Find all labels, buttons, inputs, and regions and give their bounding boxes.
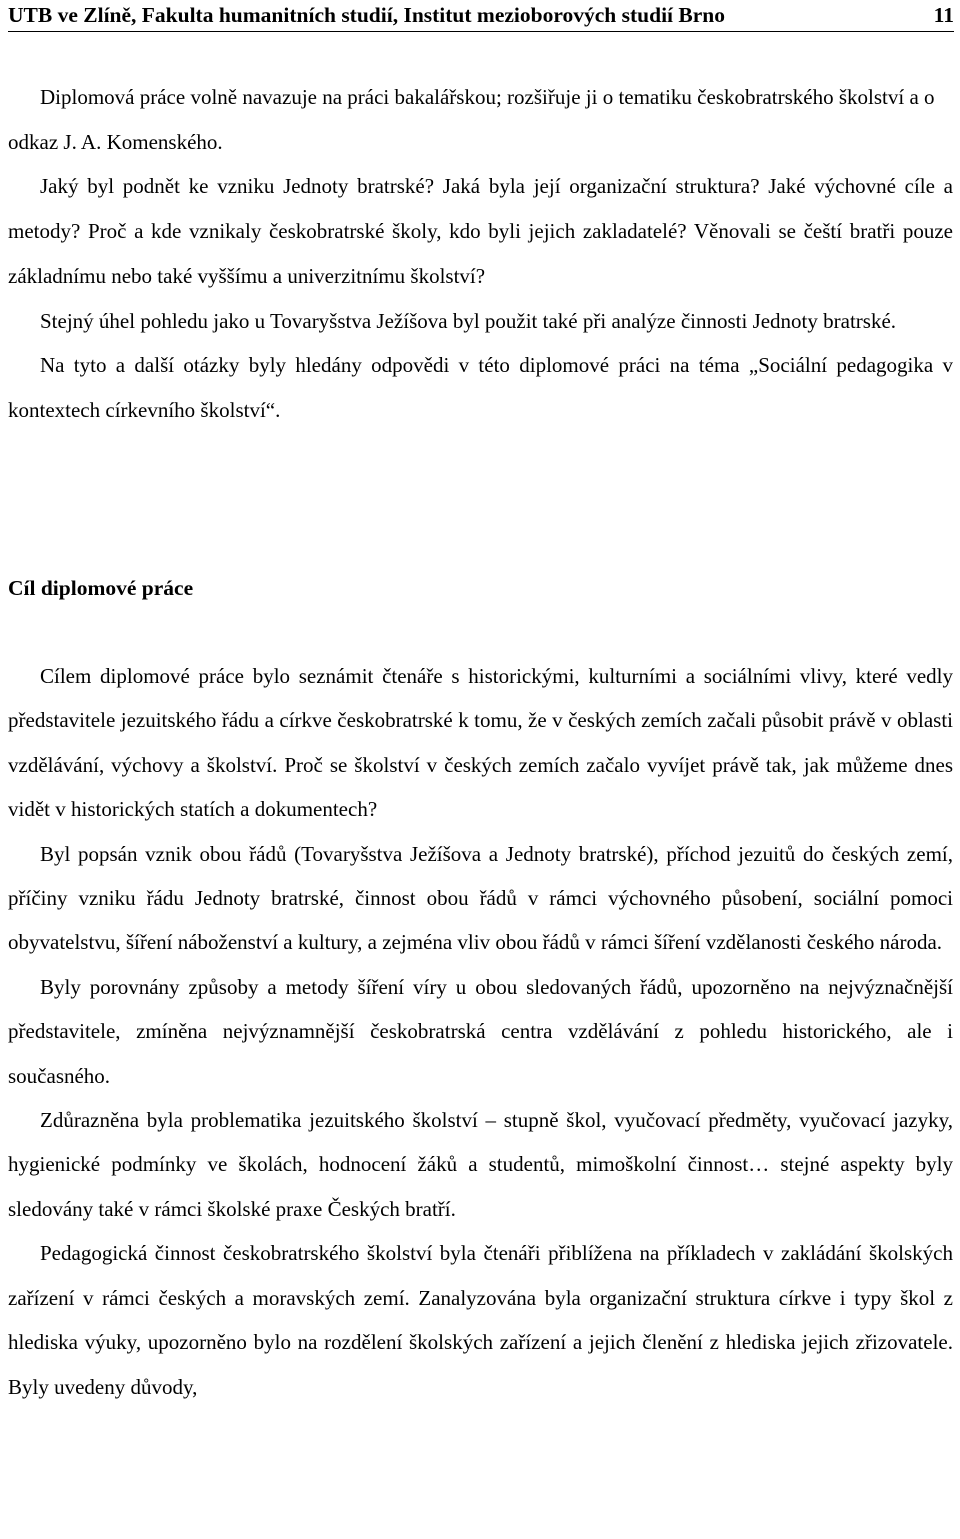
intro-paragraph: Stejný úhel pohledu jako u Tovaryšstva Ježíšova byl použit také při analýze činnosti Jednoty bratrské.	[40, 308, 897, 333]
section-paragraph: Byl popsán vznik obou řádů (Tovaryšstva Ježíšova a Jednoty bratrské), příchod jezuitů do českých zemí, příčiny vzniku řádu Jednoty bratrské, činnost obou řádů v rámci výchovného působení, sociální pomoci obyvatelstvu, šíření náboženství a kultury, a zejména vliv obou řádů v rámci šíření vzdělanosti českého národa.	[8, 841, 953, 955]
section-paragraph: Zdůrazněna byla problematika jezuitského školství – stupně škol, vyučovací předměty, vyučovací jazyky, hygienické podmínky ve školách, hodnocení žáků a studentů, mimoškolní činnost… stejné aspekty byly sledovány také v rámci školské praxe Českých bratří.	[8, 1108, 953, 1221]
section-body	[8, 654, 953, 1409]
section-paragraph: Pedagogická činnost českobratrského školství byla čtenáři přiblížena na příkladech v zakládání školských zařízení v rámci českých a moravských zemí. Zanalyzována byla organizační struktura církve i typy škol z hlediska výuky, upozorněno bylo na rozdělení školských zařízení a jejich členění z hlediska jejich zřizovatele. Byly uvedeny důvody,	[8, 1241, 953, 1399]
section-paragraph: Byly porovnány způsoby a metody šíření víry u obou sledovaných řádů, upozorněno na nejvýznačnější představitele, zmíněna nejvýznamnější českobratrská centra vzdělávání z pohledu historického, ale i současného.	[8, 974, 953, 1088]
intro-paragraph: Jaký byl podnět ke vzniku Jednoty bratrské? Jaká byla její organizační struktura? Jaké výchovné cíle a metody? Proč a kde vznikaly českobratrské školy, kdo byli jejich zakladatelé? Věnovali se čeští bratři pouze základnímu nebo také vyššímu a univerzitnímu školství?	[8, 174, 953, 288]
intro-paragraph: Diplomová práce volně navazuje na práci bakalářskou; rozšiřuje ji o tematiku českobratrského školství a o odkaz J. A. Komenského.	[8, 85, 935, 154]
page-number: 11	[933, 2, 954, 27]
running-header	[8, 0, 954, 30]
header-title: UTB ve Zlíně, Fakulta humanitních studií, Institut mezioborových studií Brno	[8, 2, 725, 27]
section-heading: Cíl diplomové práce	[8, 576, 194, 600]
header-divider	[8, 31, 954, 32]
intro-text	[8, 75, 953, 433]
intro-paragraph: Na tyto a další otázky byly hledány odpovědi v této diplomové práci na téma „Sociální pedagogika v kontextech církevního školství“.	[8, 353, 953, 422]
section-paragraph: Cílem diplomové práce bylo seznámit čtenáře s historickými, kulturními a sociálními vlivy, které vedly představitele jezuitského řádu a církve českobratrské k tomu, že v českých zemích začali působit právě v oblasti vzdělávání, výchovy a školství. Proč se školství v českých zemích začalo vyvíjet právě tak, jak můžeme dnes vidět v historických statích a dokumentech?	[8, 664, 953, 822]
